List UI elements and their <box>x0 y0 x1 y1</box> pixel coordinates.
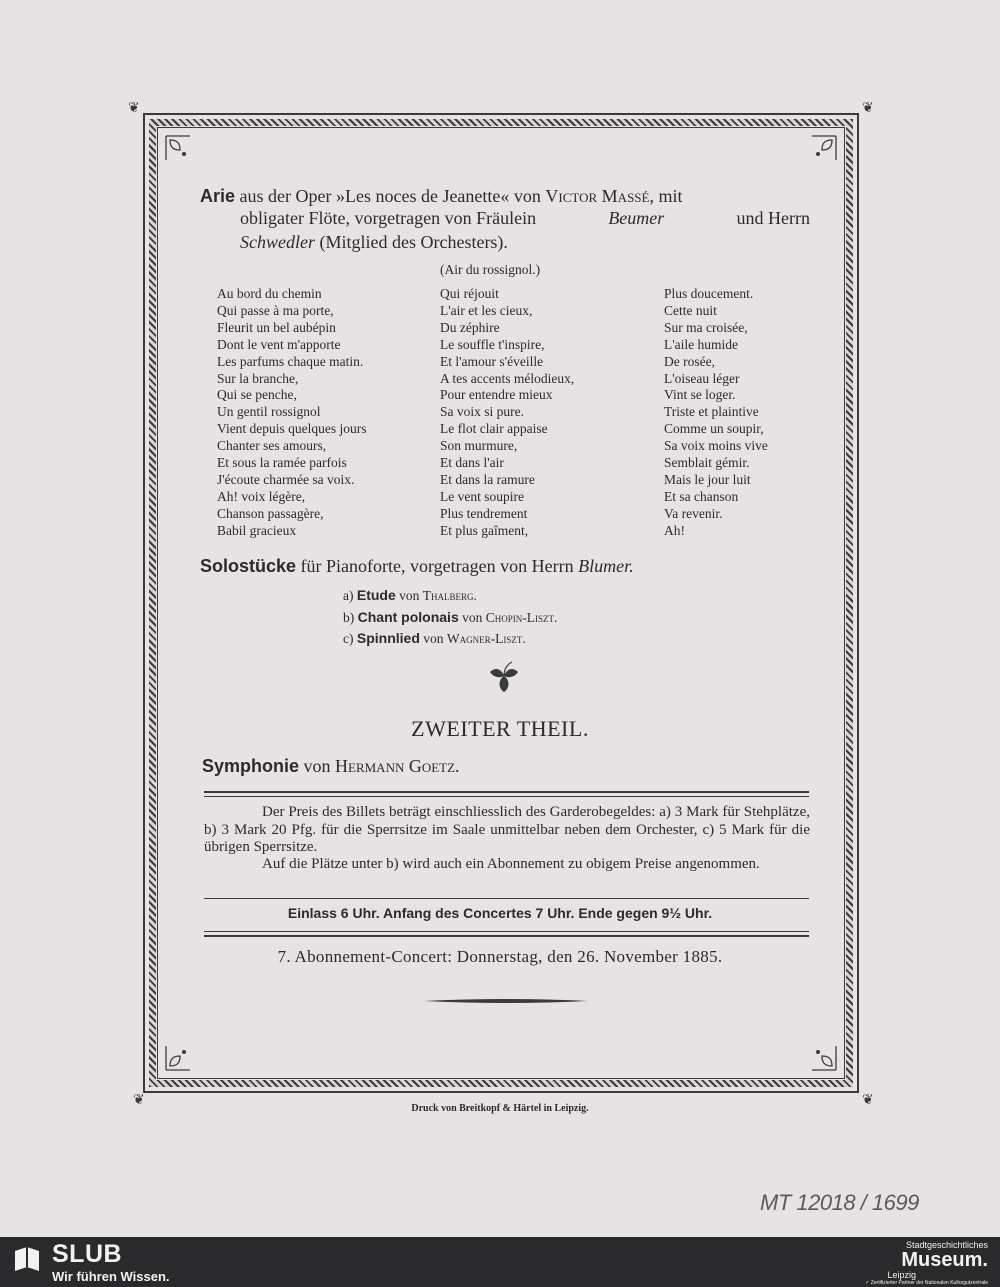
museum-top-text: Stadtgeschichtliches <box>905 1240 988 1250</box>
arie-text: (Mitglied des Orchesters). <box>319 232 508 252</box>
symphony-line <box>202 756 460 777</box>
corner-ornament-icon <box>164 134 192 162</box>
lyric-line: Un gentil rossignol <box>217 404 321 420</box>
printer-credit: Druck von Breitkopf & Härtel in Leipzig. <box>411 1103 589 1114</box>
vine-leaf-ornament-icon <box>486 658 522 694</box>
lyric-line: Sur ma croisée, <box>664 319 748 335</box>
lyric-line: Et plus gaîment, <box>440 522 529 538</box>
arie-flutist: Schwedler <box>240 232 315 252</box>
lyric-line: Sa voix si pure. <box>440 404 524 420</box>
frame-tip-ornament: ❦ <box>133 1093 145 1108</box>
arie-text-end: , mit <box>649 186 683 206</box>
lyric-line: Plus doucement. <box>664 286 754 301</box>
solo-item-composer: Wagner-Liszt. <box>446 631 526 646</box>
arie-text: obligater Flöte, vorgetragen von Fräulein <box>240 208 537 228</box>
corner-ornament-icon <box>164 1044 192 1072</box>
arie-label: Arie <box>200 186 236 206</box>
solo-item-title: Chant polonais <box>357 609 459 625</box>
lyric-line: Sa voix moins vive <box>664 438 768 454</box>
arie-line-3 <box>240 232 508 253</box>
lyric-line: Et sous la ramée parfois <box>217 455 347 471</box>
slub-logo-icon[interactable] <box>12 1245 42 1275</box>
solo-performer: Blumer. <box>578 556 634 576</box>
lyric-line: Le flot clair appaise <box>440 421 548 437</box>
lyric-line: J'écoute charmée sa voix. <box>217 471 355 487</box>
lyric-line: Son murmure, <box>440 438 518 454</box>
part-two-heading: ZWEITER THEIL. <box>411 716 589 741</box>
footer-bar <box>0 1237 1000 1287</box>
lyric-line: De rosée, <box>664 353 715 369</box>
tapered-rule-ornament <box>424 996 588 1006</box>
lyrics-column-1 <box>217 286 367 540</box>
solo-text: für Pianoforte, vorgetragen von Herrn <box>300 556 574 576</box>
lyric-line: Au bord du chemin <box>217 286 322 301</box>
handwritten-shelfmark: MT 12018 / 1699 <box>760 1190 919 1215</box>
solo-label: Solostücke <box>200 556 297 576</box>
lyric-line: Mais le jour luit <box>664 471 751 487</box>
lyric-line: L'air et les cieux, <box>440 302 533 318</box>
price-paragraph: Der Preis des Billets beträgt einschliesslich des Garderobegeldes: a) 3 Mark für Stehplätze, b) 3 Mark 20 Pfg. für die Sperrsitze im Saale unmittelbar neben dem Orchester, c) 5 Mark für die übrigen Sperrsitze. <box>204 804 810 855</box>
solo-item-von: von <box>399 588 420 603</box>
solo-item-von: von <box>462 610 483 625</box>
divider-rule <box>204 935 809 937</box>
lyric-line: Triste et plaintive <box>664 404 759 420</box>
lyric-line: Va revenir. <box>664 505 723 521</box>
arie-composer: Victor Massé <box>545 186 650 206</box>
solo-item-letter: a) <box>343 588 354 603</box>
divider-rule <box>204 796 809 797</box>
lyric-line: Et l'amour s'éveille <box>440 353 544 369</box>
lyric-line: Sur la branche, <box>217 370 299 386</box>
solo-item-letter: b) <box>343 610 355 625</box>
lyrics-column-3 <box>664 286 768 540</box>
lyric-line: Et dans l'air <box>440 455 504 471</box>
arie-text: und Herrn <box>736 208 810 228</box>
museum-name[interactable]: Museum. <box>901 1249 988 1271</box>
museum-partner-note: ✓ Zertifizierter Partner der Nationalen Kulturgutzentrale <box>865 1280 988 1286</box>
symphony-composer: Hermann Goetz. <box>335 756 460 776</box>
arie-line-1 <box>200 186 682 207</box>
arie-singer: Beumer <box>608 208 665 228</box>
slub-logo-text[interactable]: SLUB <box>52 1240 123 1268</box>
lyric-line: Ah! voix légère, <box>217 488 306 504</box>
solo-item <box>343 630 526 647</box>
lyric-line: Cette nuit <box>664 302 717 318</box>
lyric-line: Chanson passagère, <box>217 505 324 521</box>
lyric-line: Vient depuis quelques jours <box>217 421 367 437</box>
frame-tip-ornament: ❦ <box>862 101 874 116</box>
divider-rule <box>204 791 809 793</box>
solo-item <box>343 609 557 626</box>
corner-ornament-icon <box>810 1044 838 1072</box>
lyric-line: Pour entendre mieux <box>440 387 553 403</box>
lyric-line: Fleurit un bel aubépin <box>217 319 336 335</box>
abonnement-paragraph: Auf die Plätze unter b) wird auch ein Abonnement zu obigem Preise angenommen. <box>262 856 760 872</box>
aria-subtitle: (Air du rossignol.) <box>440 262 541 277</box>
lyric-line: L'aile humide <box>664 336 739 352</box>
lyric-line: A tes accents mélodieux, <box>440 370 575 386</box>
arie-text: aus der Oper »Les noces de Jeanette« von <box>239 186 541 206</box>
lyrics-column-2 <box>440 286 574 540</box>
lyric-line: Les parfums chaque matin. <box>217 353 364 369</box>
lyric-line: Comme un soupir, <box>664 421 764 437</box>
solo-item-composer: Chopin-Liszt. <box>485 610 558 625</box>
lyric-line: Et sa chanson <box>664 488 739 504</box>
frame-tip-ornament: ❦ <box>128 101 140 116</box>
lyric-line: Semblait gémir. <box>664 455 750 471</box>
lyric-line: L'oiseau léger <box>664 370 740 386</box>
lyric-line: Chanter ses amours, <box>217 438 327 454</box>
frame-tip-ornament: ❦ <box>862 1093 874 1108</box>
solo-item-composer: Thalberg. <box>422 588 477 603</box>
symphony-von: von <box>303 756 331 776</box>
solo-item-title: Spinnlied <box>356 630 420 646</box>
next-concert-line: 7. Abonnement-Concert: Donnerstag, den 26. November 1885. <box>277 947 723 966</box>
corner-ornament-icon <box>810 134 838 162</box>
symphony-label: Symphonie <box>202 756 300 776</box>
lyric-line: Et dans la ramure <box>440 471 535 487</box>
arie-line-2 <box>240 208 810 229</box>
divider-rule <box>204 898 809 899</box>
lyric-line: Qui réjouit <box>440 286 499 301</box>
lyric-line: Ah! <box>664 522 685 538</box>
lyric-line: Qui se penche, <box>217 387 297 403</box>
solo-item-letter: c) <box>343 631 354 646</box>
lyric-line: Le souffle t'inspire, <box>440 336 545 352</box>
lyric-line: Babil gracieux <box>217 522 297 538</box>
solo-item-von: von <box>423 631 444 646</box>
lyric-line: Qui passe à ma porte, <box>217 302 334 318</box>
solo-item <box>343 587 477 604</box>
lyric-line: Dont le vent m'apporte <box>217 336 341 352</box>
slub-tagline: Wir führen Wissen. <box>52 1269 170 1284</box>
lyric-line: Vint se loger. <box>664 387 736 403</box>
lyric-line: Plus tendrement <box>440 505 528 521</box>
solo-item-title: Etude <box>356 587 396 603</box>
divider-rule <box>204 931 809 932</box>
solo-header <box>200 556 634 577</box>
lyric-line: Du zéphire <box>440 319 500 335</box>
lyric-line: Le vent soupire <box>440 488 524 504</box>
museum-city: Leipzig <box>887 1270 916 1280</box>
times-line: Einlass 6 Uhr. Anfang des Concertes 7 Uhr. Ende gegen 9½ Uhr. <box>287 905 713 921</box>
